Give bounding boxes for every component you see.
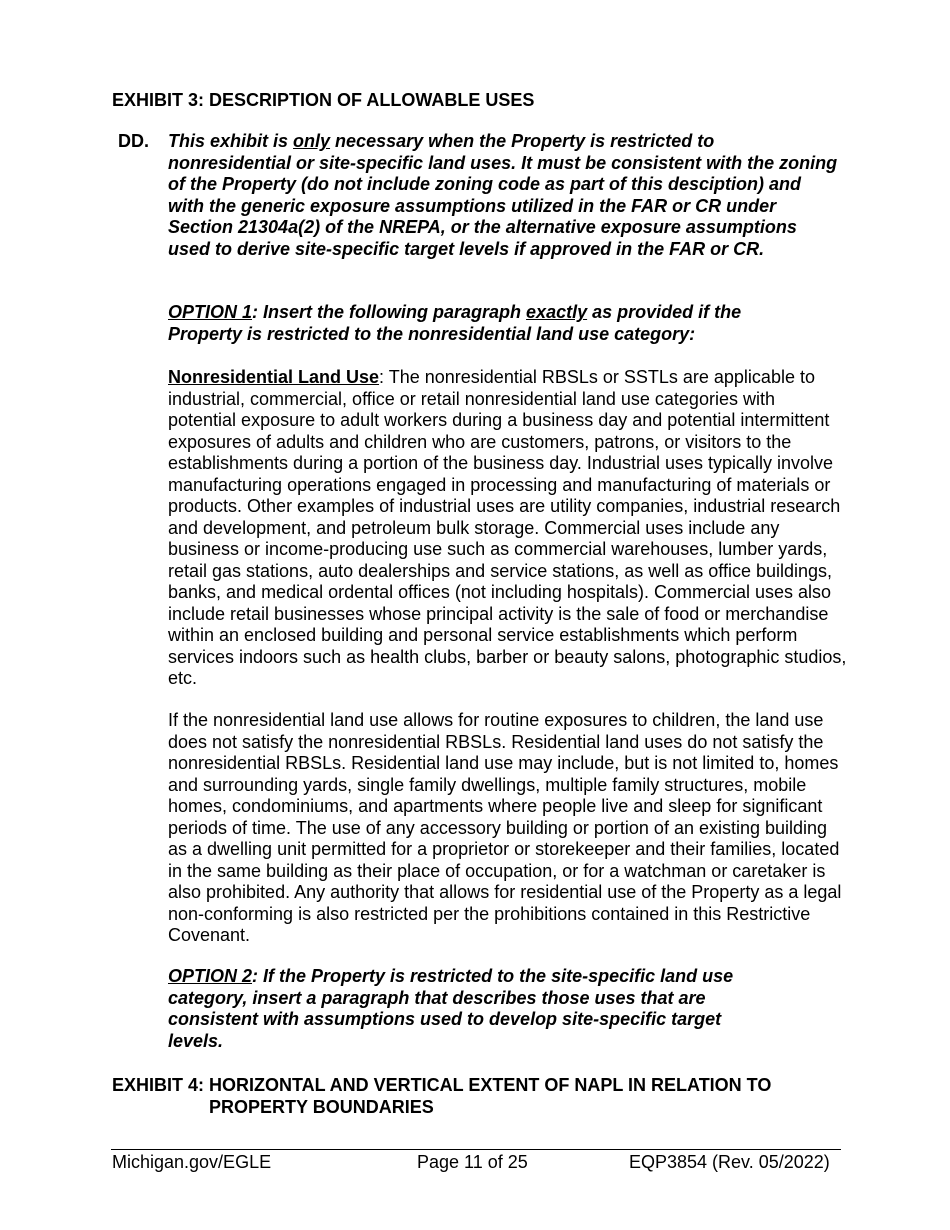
nonresidential-term: Nonresidential Land Use	[168, 367, 380, 387]
footer-divider	[111, 1149, 841, 1150]
dd-instruction: This exhibit is only necessary when the Property is restricted to nonresidential or site-specific land uses. It must be consistent with the zoning of the Property (do not include zoning code as part of this desciption) and with the generic exposure assumptions utilized in the FAR or CR under Section 21304a(2) of the NREPA, or the alternative exposure assumptions used to derive site-specific target levels if approved in the FAR or CR.	[168, 131, 838, 259]
option-2-instruction: OPTION 2: If the Property is restricted to the site-specific land use category, insert a paragraph that describes those uses that are consistent with assumptions used to develop site-specific target levels.	[168, 966, 734, 1051]
exhibit-4-heading: EXHIBIT 4: HORIZONTAL AND VERTICAL EXTENT OF NAPL IN RELATION TO PROPERTY BOUNDARIES	[112, 1075, 772, 1117]
residential-restriction-paragraph: If the nonresidential land use allows for routine exposures to children, the land use does not satisfy the nonresidential RBSLs. Residential land uses do not satisfy the nonresidential RBSLs. Residential land use may include, but is not limited to, homes and surrounding yards, single family dwellings, multiple family structures, mobile homes, condominiums, and apartments where people live and sleep for significant periods of time. The use of any accessory building or portion of an existing building as a dwelling unit permitted for a proprietor or storekeeper and their families, located in the same building as their place of occupation, or for a watchman or caretaker is also prohibited. Any authority that allows for residential use of the Property as a legal non-conforming is also restricted per the prohibitions contained in this Restrictive Covenant.	[168, 710, 842, 945]
exhibit-3-heading: EXHIBIT 3: DESCRIPTION OF ALLOWABLE USES	[112, 90, 535, 110]
dd-label: DD.	[118, 131, 149, 151]
footer-page-number: Page 11 of 25	[417, 1152, 528, 1172]
nonresidential-land-use-paragraph: Nonresidential Land Use: The nonresidential RBSLs or SSTLs are applicable to industrial, commercial, office or retail nonresidential land use categories with potential exposure to adult workers during a business day and potential intermittent exposures of adults and children who are customers, patrons, or visitors to the establishments during a portion of the business day. Industrial uses typically involve manufacturing operations engaged in processing and manufacturing of materials or products. Other examples of industrial uses are utility companies, industrial research and development, and petroleum bulk storage. Commercial uses include any business or income-producing use such as commercial warehouses, lumber yards, retail gas stations, auto dealerships and service stations, as well as office buildings, banks, and medical ordental offices (not including hospitals). Commercial uses also include retail businesses whose principal activity is the sale of food or merchandise within an enclosed building and personal service establishments which perform services indoors such as health clubs, barber or beauty salons, photographic studios, etc.	[168, 367, 847, 688]
option-1-instruction: OPTION 1: Insert the following paragraph exactly as provided if the Property is restricted to the nonresidential land use category:	[168, 302, 742, 344]
footer-form-number: EQP3854 (Rev. 05/2022)	[629, 1152, 830, 1172]
footer-website: Michigan.gov/EGLE	[112, 1152, 272, 1172]
